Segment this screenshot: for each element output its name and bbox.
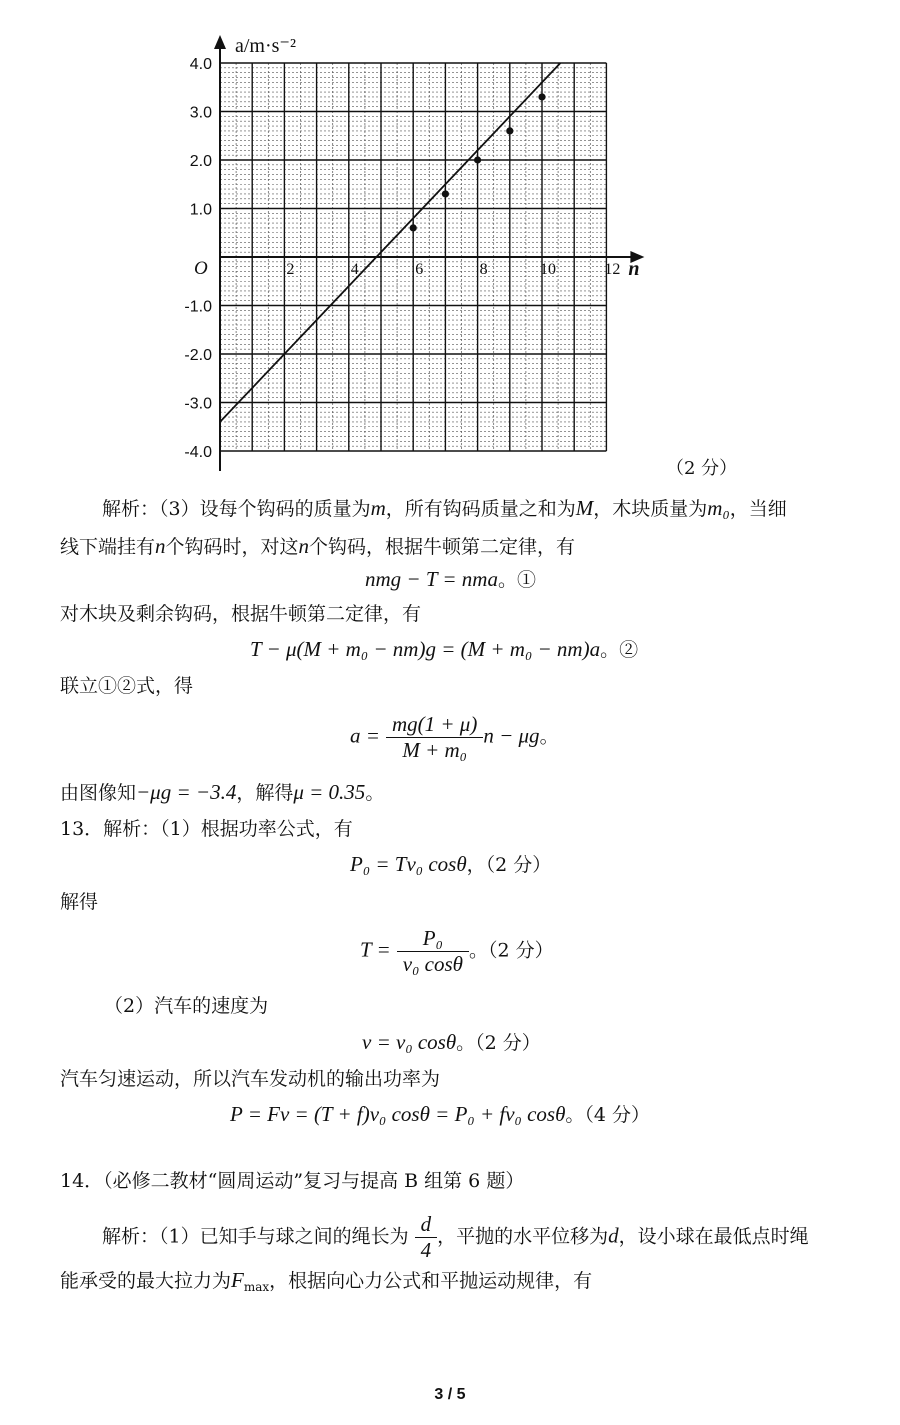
fraction-denominator: v₀ cosθ [402, 952, 463, 977]
equation-tail: 。（2 分） [468, 939, 554, 962]
fraction-numerator: P₀ [397, 926, 469, 952]
y-axis-label: a/m·s⁻² [235, 35, 296, 57]
equation-inline: μ = 0.35 [293, 780, 366, 804]
equation-5 [360, 926, 554, 977]
equation-tail: 。② [600, 639, 639, 661]
var-m0: m₀ [707, 496, 730, 520]
paragraph [60, 891, 98, 914]
y-tick-label: 1.0 [189, 201, 212, 219]
analysis-14-line2 [60, 1268, 592, 1294]
data-point [442, 190, 449, 197]
text-segment: 解得 [60, 891, 99, 913]
fraction [386, 712, 483, 763]
equation-body: P₀ = Tv₀ cosθ [350, 852, 467, 876]
text-segment: （2）汽车的速度为 [104, 995, 269, 1017]
x-axis-label: n [628, 258, 640, 280]
paragraph [60, 1068, 440, 1091]
text-segment: 解析：（1）已知手与球之间的绳长为 [102, 1225, 409, 1248]
data-point [538, 93, 545, 100]
text-segment: 13．解析：（1）根据功率公式，有 [60, 818, 353, 840]
data-point [474, 156, 481, 163]
y-tick-label: 3.0 [189, 104, 212, 122]
equation-tail: 。 [539, 725, 559, 748]
score-note: （2 分） [666, 458, 738, 479]
equation-body: v = v₀ cosθ [362, 1030, 457, 1054]
y-tick-label: -1.0 [184, 298, 212, 316]
y-tick-label: 2.0 [189, 153, 212, 170]
y-tick-label: -2.0 [184, 347, 212, 364]
analysis-3-line1 [102, 496, 787, 521]
text-segment: 个钩码，根据牛顿第二定律，有 [309, 536, 576, 558]
text-segment: 解析：（3）设每个钩码的质量为 [102, 498, 371, 520]
text-segment: ，设小球在最低点时绳 [618, 1225, 809, 1248]
fraction-numerator: d [415, 1212, 438, 1238]
equation-left: T = [360, 937, 391, 962]
text-segment: 汽车匀速运动，所以汽车发动机的输出功率为 [60, 1068, 441, 1090]
fraction-denominator: M + m₀ [402, 738, 467, 763]
paragraph [104, 995, 268, 1018]
y-axis-arrow [214, 35, 226, 49]
var-n: n [298, 534, 310, 558]
text-segment: 能承受的最大拉力为 [60, 1270, 232, 1292]
text-segment: ，当细 [729, 498, 787, 520]
var-M: M [575, 496, 594, 520]
fraction-denominator: 4 [420, 1238, 432, 1263]
text-segment: ，所有钩码质量之和为 [385, 498, 576, 520]
equation-tail: ，（2 分） [466, 854, 552, 876]
data-point [410, 224, 417, 231]
question-14-heading [60, 1170, 524, 1193]
equation-2 [250, 637, 638, 662]
a-n-chart [0, 0, 900, 480]
x-tick-label: 4 [350, 261, 359, 278]
x-tick-label: 6 [415, 261, 424, 278]
text-segment: ，木块质量为 [593, 498, 708, 520]
x-tick-label: 2 [286, 261, 295, 278]
question-13-heading [60, 818, 353, 841]
text-segment: 个钩码时，对这 [165, 536, 299, 558]
text-segment: ，平抛的水平位移为 [437, 1225, 609, 1248]
equation-tail: 。（4 分） [565, 1104, 651, 1126]
page-number: 3 / 5 [434, 1386, 466, 1403]
paragraph [60, 603, 421, 626]
y-tick-label: 4.0 [189, 56, 212, 73]
equation-4 [350, 852, 551, 877]
equation-7 [230, 1102, 650, 1127]
equation-left: a = [350, 723, 380, 748]
x-tick-label: 12 [604, 261, 621, 278]
x-tick-label: 10 [540, 261, 556, 278]
equation-tail: 。① [497, 569, 536, 591]
y-tick-label: -3.0 [184, 395, 212, 413]
paragraph [60, 675, 193, 698]
equation-1 [365, 567, 536, 592]
var-F: F [231, 1268, 244, 1292]
fraction-numerator: mg(1 + μ) [386, 712, 483, 738]
x-tick-label: 8 [479, 261, 488, 278]
text-segment: 。 [365, 782, 385, 804]
equation-body: P = Fv = (T + f)v₀ cosθ = P₀ + fv₀ cosθ [230, 1102, 566, 1126]
text-segment: 联立①②式，得 [60, 675, 194, 697]
var-d: d [608, 1223, 619, 1248]
equation-body: T − μ(M + m₀ − nm)g = (M + m₀ − nm)a [250, 637, 601, 661]
equation-inline: −μg = −3.4 [136, 780, 237, 804]
fraction [415, 1212, 438, 1263]
analysis-14-line1 [102, 1212, 809, 1263]
text-segment: 14．（必修二教材“圆周运动”复习与提高 B 组第 6 题） [60, 1170, 525, 1192]
text-segment: 由图像知 [60, 782, 137, 804]
origin-label: O [194, 258, 208, 279]
subscript: max [243, 1280, 270, 1294]
text-segment: 对木块及剩余钩码，根据牛顿第二定律，有 [60, 603, 422, 625]
data-point [506, 127, 513, 134]
equation-6 [362, 1030, 541, 1055]
equation-3 [350, 712, 559, 763]
fraction [397, 926, 469, 977]
analysis-3-line2 [60, 534, 575, 559]
equation-body: nmg − T = nma [365, 567, 498, 591]
var-n: n [155, 534, 166, 558]
equation-tail: 。（2 分） [456, 1032, 541, 1054]
y-tick-label: -4.0 [184, 444, 212, 461]
equation-right: n − μg [483, 723, 540, 748]
text-segment: ，解得 [236, 782, 294, 804]
paragraph [60, 780, 384, 805]
text-segment: 线下端挂有 [60, 536, 156, 558]
var-m: m [370, 496, 386, 520]
text-segment: ，根据向心力公式和平抛运动规律，有 [269, 1270, 593, 1292]
